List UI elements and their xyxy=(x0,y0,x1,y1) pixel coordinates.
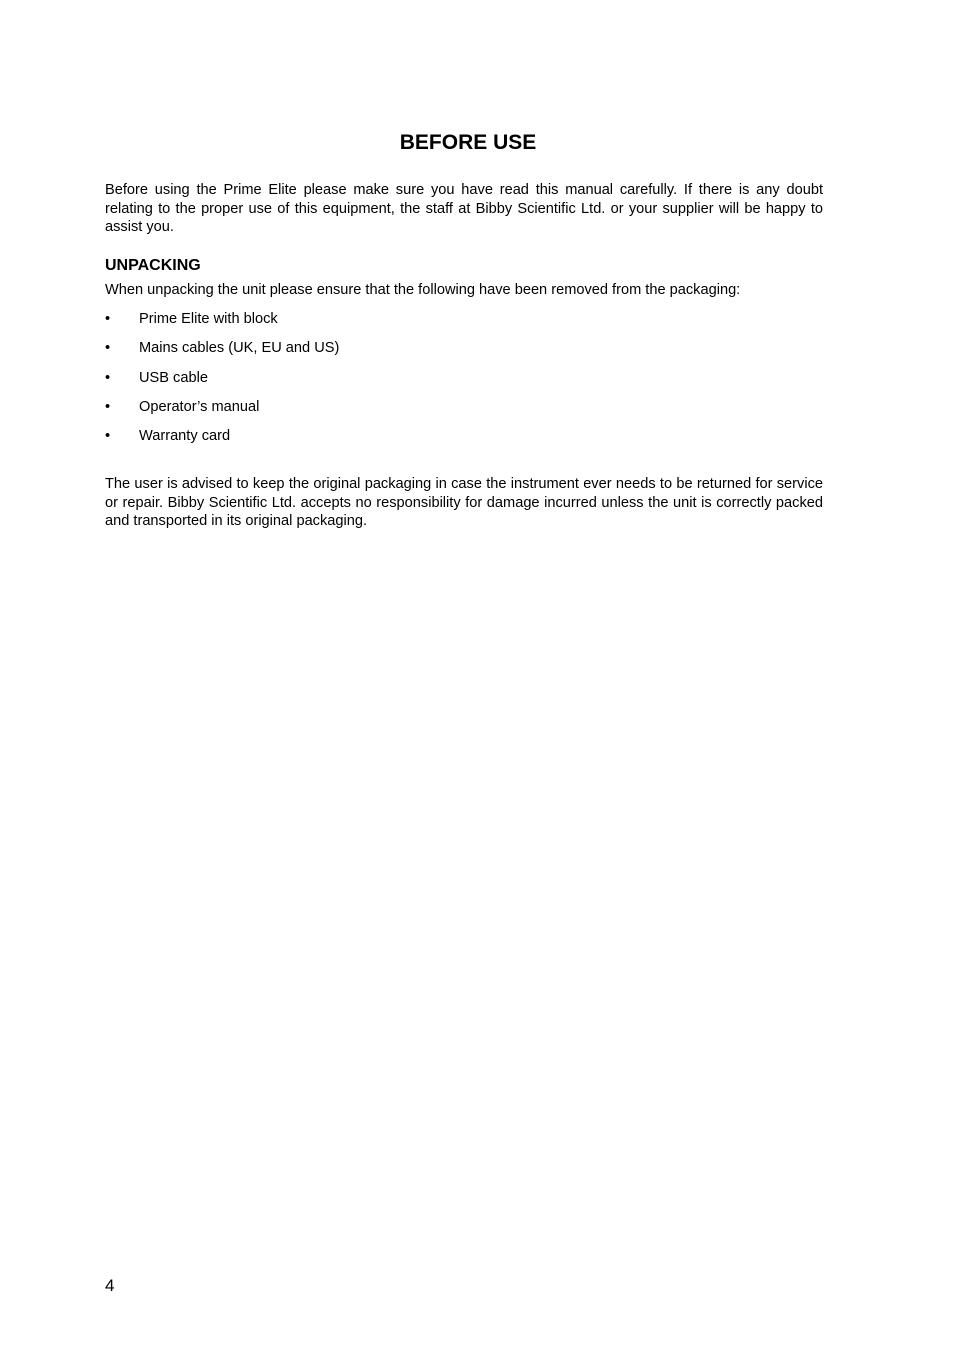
list-item-text: Warranty card xyxy=(139,428,231,445)
section-heading-unpacking: UNPACKING xyxy=(105,257,201,274)
bullet-icon: • xyxy=(105,428,111,445)
page-title: BEFORE USE xyxy=(399,131,537,154)
bullet-icon: • xyxy=(105,311,111,327)
closing-paragraph: The user is advised to keep the original packaging in case the instrument ever needs to be returned for service or repair. Bibby Scientific Ltd. accepts no responsibility for damage incurred unless the unit is correctly packed and transported in its original packaging. xyxy=(105,476,823,529)
bullet-icon: • xyxy=(105,340,111,357)
bullet-icon: • xyxy=(105,369,111,386)
list-item-text: Operator’s manual xyxy=(139,398,260,415)
page-number: 4 xyxy=(105,1276,115,1295)
bullet-icon: • xyxy=(105,398,111,415)
list-item-text: Mains cables (UK, EU and US) xyxy=(139,340,340,357)
list-item-text: USB cable xyxy=(139,369,208,386)
intro-paragraph: Before using the Prime Elite please make sure you have read this manual carefully. If there is any doubt relating to the proper use of this equipment, the staff at Bibby Scientific Ltd. or your supplier will be happy to assist you. xyxy=(105,182,823,235)
unpacking-intro-paragraph: When unpacking the unit please ensure that the following have been removed from the packaging: xyxy=(105,282,741,298)
list-item-text: Prime Elite with block xyxy=(139,311,278,327)
